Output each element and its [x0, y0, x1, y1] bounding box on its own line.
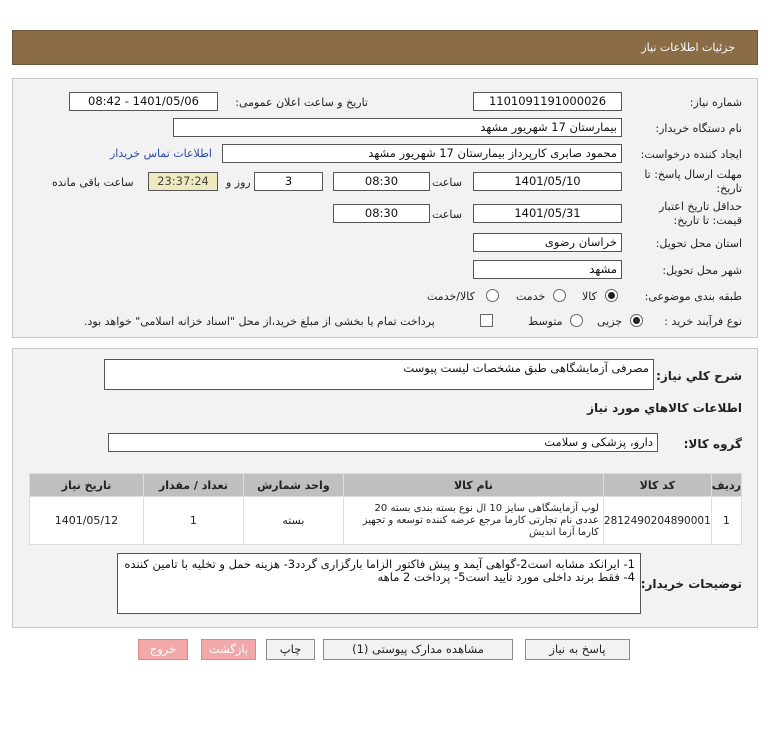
announce-label: تاریخ و ساعت اعلان عمومی: [235, 96, 368, 109]
row-code: 2812490204890001 [603, 497, 711, 545]
reply-button[interactable]: پاسخ به نیاز [525, 639, 630, 660]
category-option-both: کالا/خدمت [427, 290, 475, 303]
reply-time-field: 08:30 [333, 172, 430, 191]
goods-table [29, 473, 742, 545]
print-button[interactable]: چاپ [266, 639, 315, 660]
reply-date-field: 1401/05/10 [473, 172, 622, 191]
payment-note: پرداخت تمام یا بخشی از مبلغ خرید،از محل "اسناد خزانه اسلامی" خواهد بود. [84, 315, 435, 328]
buyer-notes-label: توضیحات خریدار: [640, 577, 742, 591]
category-option-service: خدمت [516, 290, 546, 303]
remaining-time-field: 23:37:24 [148, 172, 218, 191]
days-label: روز و [226, 176, 251, 189]
row-quantity: 1 [143, 497, 243, 545]
city-label: شهر محل تحویل: [662, 264, 742, 277]
days-field: 3 [254, 172, 323, 191]
goods-table-header [30, 474, 742, 497]
creator-label: ایجاد کننده درخواست: [640, 148, 742, 161]
need-number-label: شماره نیاز: [689, 96, 742, 109]
col-code: کد کالا [603, 474, 711, 497]
col-quantity: تعداد / مقدار [143, 474, 243, 497]
summary-label: شرح کلي نياز: [656, 369, 742, 383]
page-header [12, 30, 758, 65]
announce-field: 1401/05/06 - 08:42 [69, 92, 218, 111]
city-field: مشهد [473, 260, 622, 279]
row-name: لوپ آزمایشگاهی سایز 10 ال نوع بسته بندی بسته 20 عددی نام تجارتی کارما مرجع عرضه کننده توسعه و تجهیز کارما آزما اندیش [343, 497, 603, 545]
validity-time-field: 08:30 [333, 204, 430, 223]
col-date: تاریخ نیاز [30, 474, 144, 497]
buyer-org-field: بیمارستان 17 شهریور مشهد [173, 118, 622, 137]
goods-info-title: اطلاعات کالاهاي مورد نياز [587, 401, 742, 415]
row-number: 1 [711, 497, 741, 545]
category-radio-service[interactable] [553, 289, 566, 302]
buyer-org-label: نام دستگاه خریدار: [655, 122, 742, 135]
back-button[interactable]: بازگشت [201, 639, 256, 660]
buyer-notes-field: 1- ایرانکد مشابه است2-گواهی آیمد و پیش فاکتور الزاما بارگزاری گردد3- هزینه حمل و تخلیه با تامین کننده 4- فقط برند داخلی مورد تایید است5- پرداخت 2 ماهه [117, 553, 641, 614]
goods-group-label: گروه کالا: [683, 437, 742, 451]
summary-field: مصرفی آزمایشگاهی طبق مشخصات لیست پیوست [104, 359, 654, 390]
page-title: جزئیات اطلاعات نیاز [641, 41, 735, 54]
category-label: طبقه بندی موضوعی: [644, 290, 742, 303]
row-date: 1401/05/12 [30, 497, 144, 545]
process-label: نوع فرآیند خرید : [664, 315, 742, 328]
col-row: ردیف [711, 474, 741, 497]
process-option-minor: جزیی [597, 315, 623, 328]
category-radio-both[interactable] [486, 289, 499, 302]
buyer-contact-link[interactable]: اطلاعات تماس خریدار [110, 147, 212, 160]
category-option-goods: کالا [582, 290, 597, 303]
process-radio-minor[interactable] [630, 314, 643, 327]
col-name: نام کالا [343, 474, 603, 497]
goods-group-field: دارو، پزشکی و سلامت [108, 433, 658, 452]
process-option-medium: متوسط [528, 315, 563, 328]
exit-button[interactable]: خروج [138, 639, 188, 660]
col-unit: واحد شمارش [243, 474, 343, 497]
category-radio-goods[interactable] [605, 289, 618, 302]
validity-label: حداقل تاریخ اعتبار قیمت: تا تاریخ: [658, 200, 742, 227]
validity-date-field: 1401/05/31 [473, 204, 622, 223]
remaining-label: ساعت باقی مانده [52, 176, 134, 189]
row-unit: بسته [243, 497, 343, 545]
table-row [30, 497, 742, 545]
need-number-field: 1101091191000026 [473, 92, 622, 111]
province-label: استان محل تحویل: [655, 237, 742, 250]
process-radio-medium[interactable] [570, 314, 583, 327]
province-field: خراسان رضوی [473, 233, 622, 252]
reply-deadline-label: مهلت ارسال پاسخ: تا تاریخ: [644, 168, 742, 195]
reply-time-label: ساعت [432, 176, 462, 189]
view-documents-button[interactable]: مشاهده مدارک پیوستی (1) [323, 639, 513, 660]
treasury-payment-checkbox[interactable] [480, 314, 493, 327]
creator-field: محمود صابری کارپرداز بیمارستان 17 شهریور مشهد [222, 144, 622, 163]
validity-time-label: ساعت [432, 208, 462, 221]
